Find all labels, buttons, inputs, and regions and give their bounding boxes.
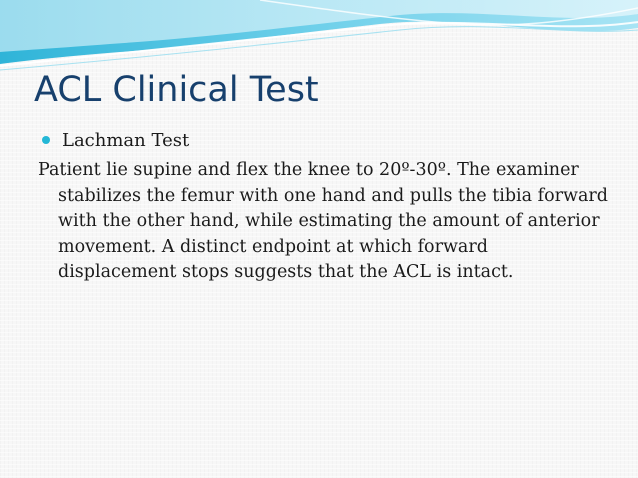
- slide-title: ACL Clinical Test: [34, 70, 319, 110]
- bullet-icon: [42, 136, 50, 144]
- bullet-text: Lachman Test: [62, 129, 190, 151]
- slide-content: [38, 126, 608, 286]
- bullet-item: [38, 126, 608, 154]
- body-paragraph: Patient lie supine and flex the knee to 20º-30º. The examiner stabilizes the femur with one hand and pulls the tibia forward with the other hand, while estimating the amount of anterior movement. A distinct endpoint at which forward displacement stops suggests that the ACL is intact.: [38, 160, 609, 283]
